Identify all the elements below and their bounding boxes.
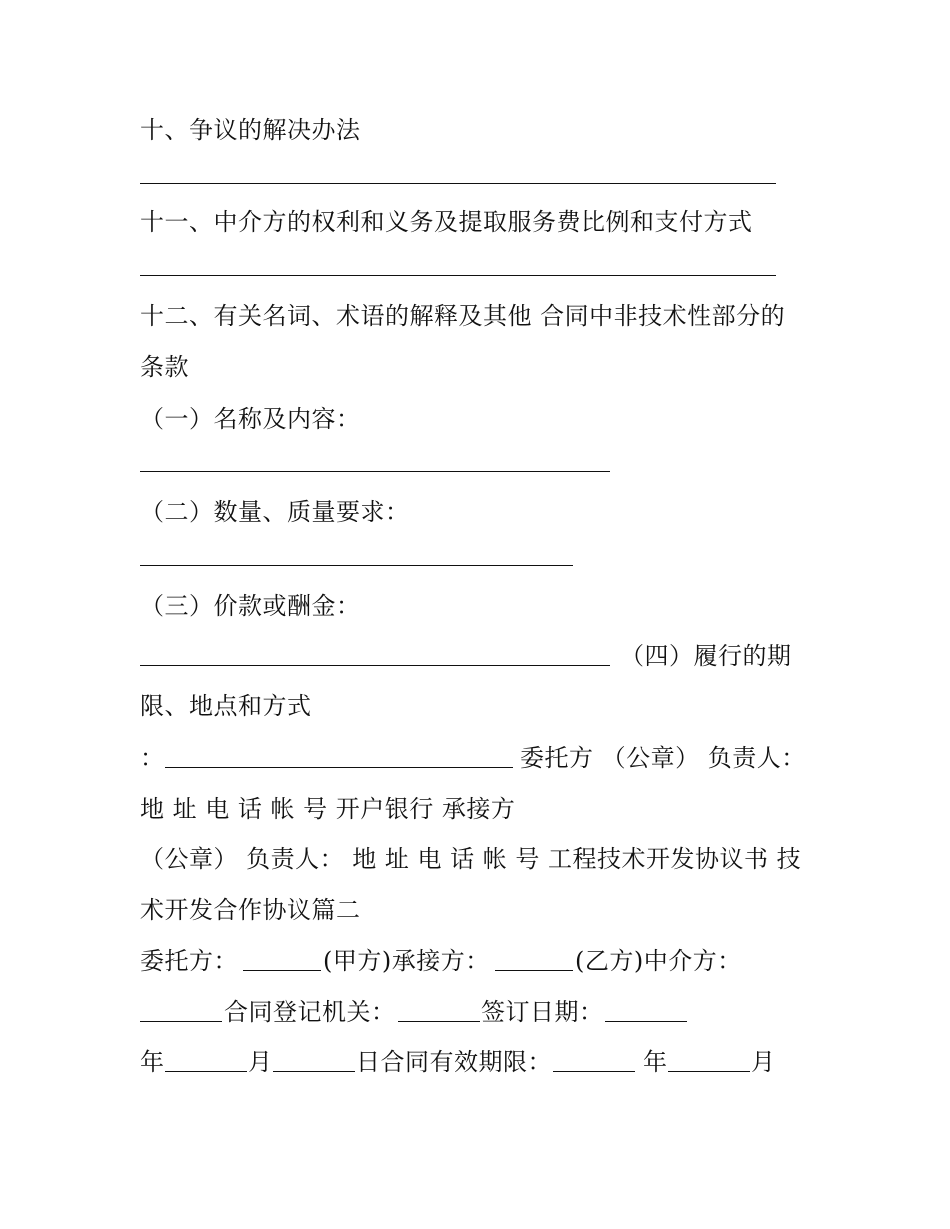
section-11-heading: 十一、中介方的权利和义务及提取服务费比例和支付方式 [140, 208, 753, 236]
item-3-price: （三）价款或酬金： [140, 592, 361, 620]
validity-month-label: 月 [751, 1048, 776, 1076]
item-1-name-content: （一）名称及内容： [140, 405, 361, 433]
section-10-heading: 十、争议的解决办法 [140, 116, 361, 144]
year-label: 年 [140, 1048, 165, 1076]
registry-blank[interactable] [398, 1021, 480, 1022]
fill-in-blank[interactable] [140, 183, 776, 184]
fill-in-blank[interactable] [140, 665, 610, 666]
item-4-heading-cont: 限、地点和方式 [140, 692, 312, 720]
client-blank[interactable] [243, 970, 321, 971]
validity-label: 日合同有效期限： [356, 1048, 552, 1076]
agreement-title: 术开发合作协议篇二 [140, 896, 361, 924]
month-label: 月 [248, 1048, 273, 1076]
validity-year-blank[interactable] [553, 1071, 635, 1072]
fill-in-blank[interactable] [140, 471, 610, 472]
item-4-heading: （四）履行的期 [620, 642, 792, 670]
intermediary-blank[interactable] [140, 1021, 222, 1022]
item-2-quantity-quality: （二）数量、质量要求： [140, 498, 410, 526]
section-12-heading: 十二、有关名词、术语的解释及其他 合同中非技术性部分的 [140, 302, 786, 330]
validity-year-label: 年 [643, 1048, 668, 1076]
fill-in-blank[interactable] [165, 767, 513, 768]
client-label: 委托方： [140, 947, 238, 975]
contact-info-line: 地 址 电 话 帐 号 开户银行 承接方 [140, 795, 516, 823]
fill-in-blank[interactable] [140, 565, 573, 566]
client-seal-signature: 委托方 （公章） 负责人： [520, 744, 806, 772]
colon-prefix: ： [140, 744, 165, 772]
sign-day-blank[interactable] [273, 1071, 355, 1072]
validity-month-blank[interactable] [668, 1071, 750, 1072]
registry-label: 合同登记机关： [224, 998, 396, 1026]
sign-month-blank[interactable] [165, 1071, 247, 1072]
party-a-label: (甲方)承接方： [323, 947, 490, 975]
party-b-label: (乙方)中介方： [575, 947, 742, 975]
section-12-heading-cont: 条款 [140, 353, 189, 381]
fill-in-blank[interactable] [140, 275, 776, 276]
contractor-blank[interactable] [495, 970, 573, 971]
sign-date-label: 签订日期： [481, 998, 604, 1026]
contractor-seal-line: （公章） 负责人： 地 址 电 话 帐 号 工程技术开发协议书 技 [140, 845, 802, 873]
sign-year-blank[interactable] [605, 1021, 687, 1022]
